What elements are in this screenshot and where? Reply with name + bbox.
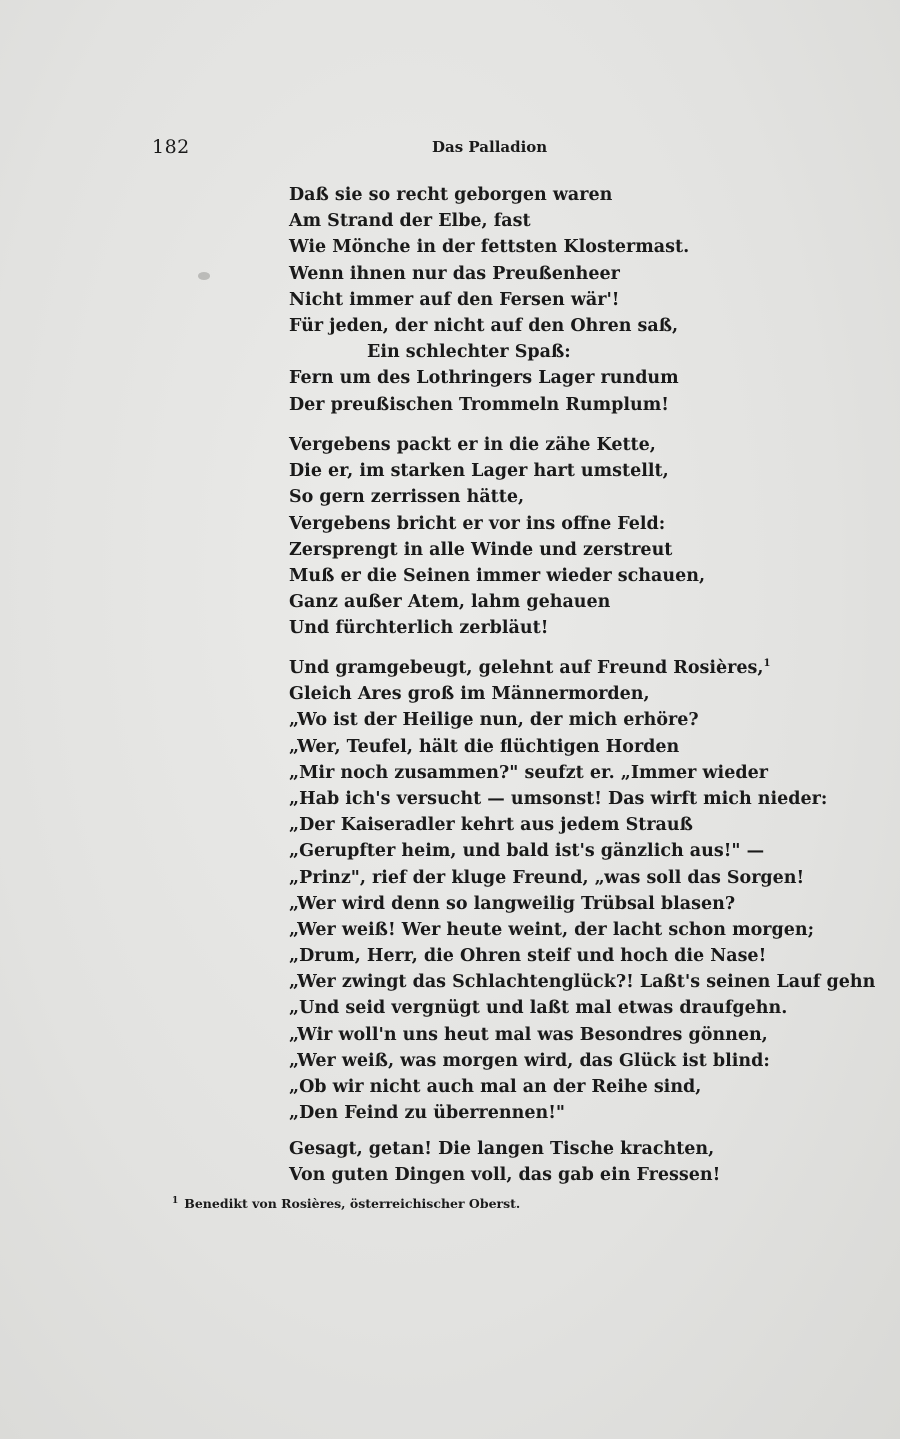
poem-line: „Ob wir nicht auch mal an der Reihe sind, — [289, 1077, 702, 1097]
poem-line: Von guten Dingen voll, das gab ein Fressen! — [289, 1165, 721, 1186]
poem-line: Nicht immer auf den Fersen wär'! — [289, 289, 620, 310]
footnote-reference[interactable]: 1 — [763, 658, 771, 670]
poem-line: Ein schlechter Spaß: — [367, 342, 571, 363]
poem-line: Vergebens packt er in die zähe Kette, — [289, 435, 656, 455]
poem-line: Zersprengt in alle Winde und zerstreut — [289, 539, 673, 560]
poem-line: „Wer weiß! Wer heute weint, der lacht schon morgen; — [289, 919, 815, 940]
stanza-1 — [289, 182, 689, 418]
poem-line: „Drum, Herr, die Ohren steif und hoch die Nase! — [289, 946, 767, 967]
poem-line: „Prinz", rief der kluge Freund, „was soll das Sorgen! — [289, 867, 805, 888]
poem-line: Muß er die Seinen immer wieder schauen, — [289, 565, 706, 586]
poem-line: „Den Feind zu überrennen!" — [289, 1103, 566, 1124]
poem-line: Gleich Ares groß im Männermorden, — [289, 684, 650, 705]
poem-line: Die er, im starken Lager hart umstellt, — [289, 461, 669, 482]
paper-blemish — [198, 272, 210, 280]
stanza-4 — [289, 1136, 720, 1188]
poem-line: Vergebens bricht er vor ins offne Feld: — [289, 513, 666, 534]
footnote — [172, 1196, 520, 1211]
poem-line: Gesagt, getan! Die langen Tische krachten, — [289, 1139, 715, 1159]
stanza-3 — [289, 655, 875, 1126]
poem-line: „Der Kaiseradler kehrt aus jedem Strauß — [289, 815, 693, 836]
poem-line-with-footnote — [289, 655, 875, 681]
poem-line: „Mir noch zusammen?" seufzt er. „Immer wieder — [289, 762, 768, 783]
poem-line: „Wir woll'n uns heut mal was Besondres gönnen, — [289, 1024, 768, 1045]
poem-line-text: Und gramgebeugt, gelehnt auf Freund Rosières, — [289, 658, 764, 678]
footnote-marker: 1 — [172, 1196, 179, 1206]
running-head: Das Palladion — [432, 138, 548, 156]
poem-line: „Hab ich's versucht — umsonst! Das wirft mich nieder: — [289, 788, 828, 809]
poem-line: „Und seid vergnügt und laßt mal etwas draufgehn. — [289, 998, 788, 1019]
poem-line: Wie Mönche in der fettsten Klostermast. — [289, 237, 690, 258]
page-number: 182 — [152, 136, 190, 158]
poem-line: „Gerupfter heim, und bald ist's gänzlich aus!" — — [289, 841, 765, 862]
footnote-text: Benedikt von Rosières, österreichischer Oberst. — [184, 1196, 521, 1212]
poem-line: Der preußischen Trommeln Rumplum! — [289, 394, 669, 415]
poem-line: Wenn ihnen nur das Preußenheer — [289, 263, 620, 284]
poem-line: „Wer, Teufel, hält die flüchtigen Horden — [289, 736, 680, 757]
poem-line: Und fürchterlich zerbläut! — [289, 618, 549, 639]
poem-line: Daß sie so recht geborgen waren — [289, 185, 613, 205]
poem-line: „Wer wird denn so langweilig Trübsal blasen? — [289, 893, 736, 914]
stanza-2 — [289, 432, 705, 642]
poem-line: Ganz außer Atem, lahm gehauen — [289, 592, 611, 613]
poem-line: „Wer weiß, was morgen wird, das Glück ist blind: — [289, 1050, 770, 1071]
poem-line: Fern um des Lothringers Lager rundum — [289, 368, 679, 389]
poem-line: Für jeden, der nicht auf den Ohren saß, — [289, 315, 679, 336]
poem-line: „Wer zwingt das Schlachtenglück?! Laßt's seinen Lauf gehn — [289, 972, 876, 993]
poem-line: Am Strand der Elbe, fast — [289, 211, 531, 232]
poem-line: „Wo ist der Heilige nun, der mich erhöre? — [289, 710, 699, 731]
poem-line: So gern zerrissen hätte, — [289, 487, 525, 508]
